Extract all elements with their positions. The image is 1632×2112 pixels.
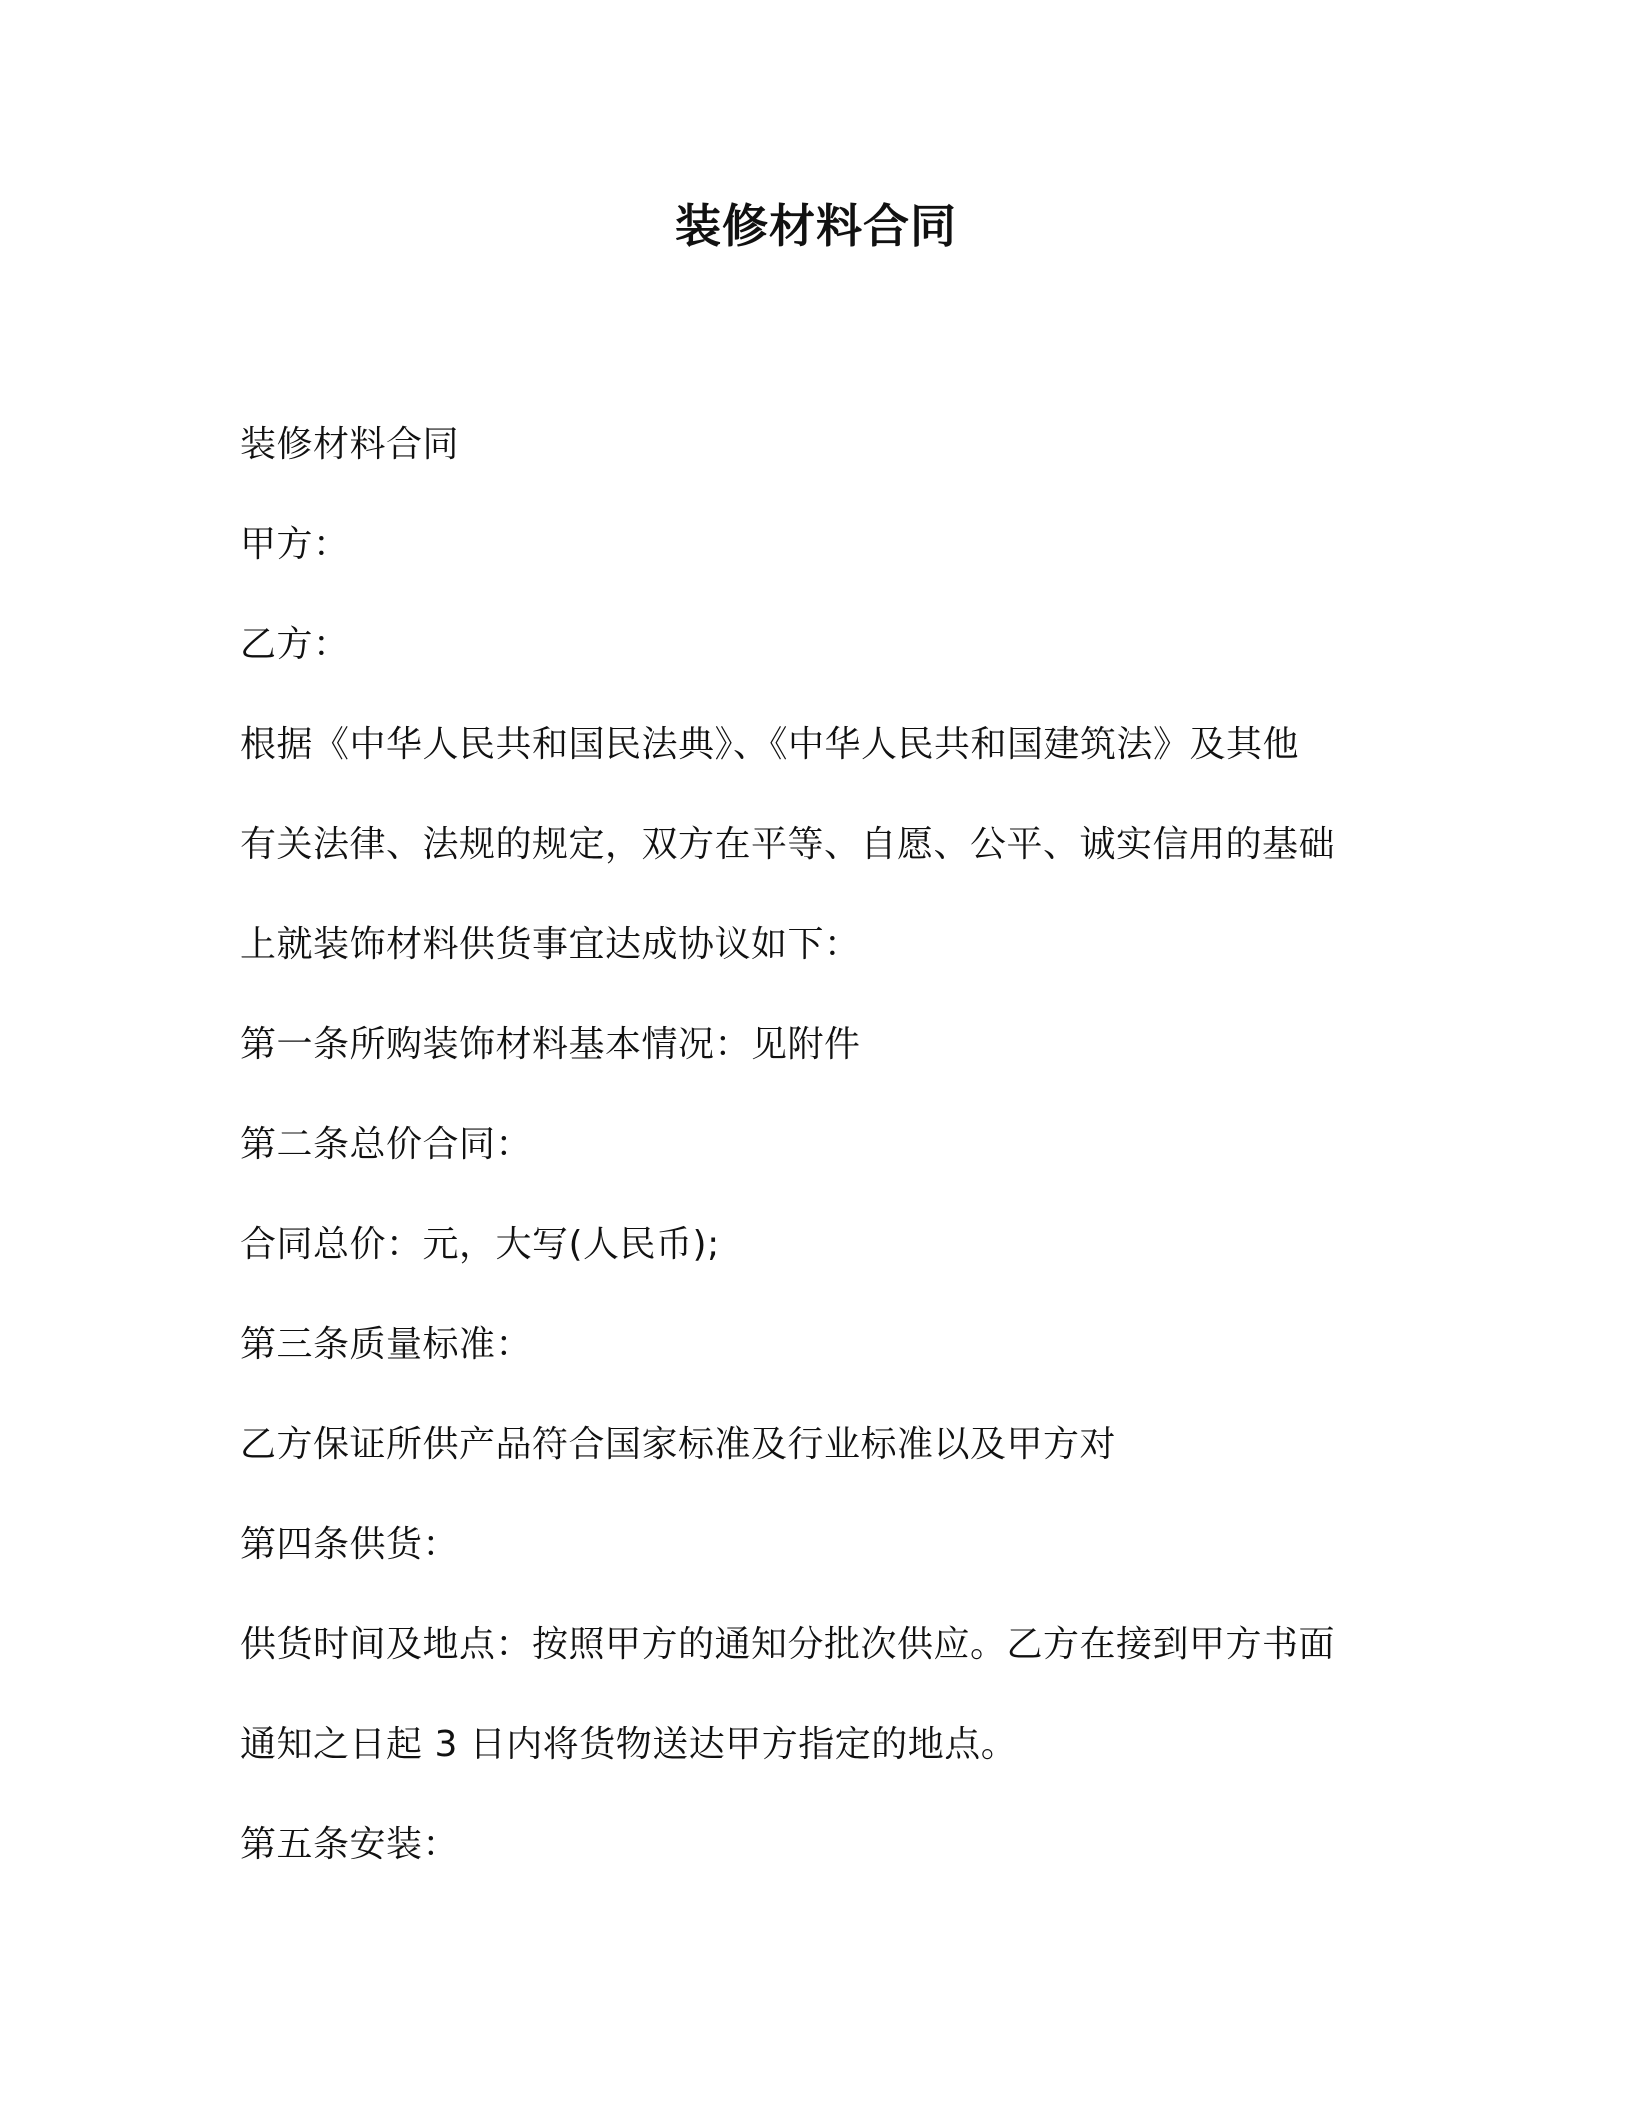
body-line-heading: 装修材料合同 [240,424,460,465]
party-b-line: 乙方： [240,624,350,665]
preamble-line-3: 上就装饰材料供货事宜达成协议如下： [240,924,861,965]
document-title: 装修材料合同 [675,199,957,253]
preamble-line-2: 有关法律、法规的规定，双方在平等、自愿、公平、诚实信用的基础 [240,824,1336,865]
article-1-line: 第一条所购装饰材料基本情况：见附件 [240,1024,861,1065]
party-a-line: 甲方： [240,524,350,565]
supply-terms-line-2: 通知之日起 3 日内将货物送达甲方指定的地点。 [240,1724,1018,1765]
article-4-heading: 第四条供货： [240,1524,460,1565]
supply-terms-line-1: 供货时间及地点：按照甲方的通知分批次供应。乙方在接到甲方书面 [240,1624,1336,1665]
article-5-heading: 第五条安装： [240,1824,460,1865]
preamble-line-1: 根据《中华人民共和国民法典》、《中华人民共和国建筑法》及其他 [240,724,1300,765]
quality-standard-line: 乙方保证所供产品符合国家标准及行业标准以及甲方对 [240,1424,1117,1465]
total-price-line: 合同总价：元，大写(人民币); [240,1224,720,1265]
article-2-heading: 第二条总价合同： [240,1124,533,1165]
article-3-heading: 第三条质量标准： [240,1324,533,1365]
